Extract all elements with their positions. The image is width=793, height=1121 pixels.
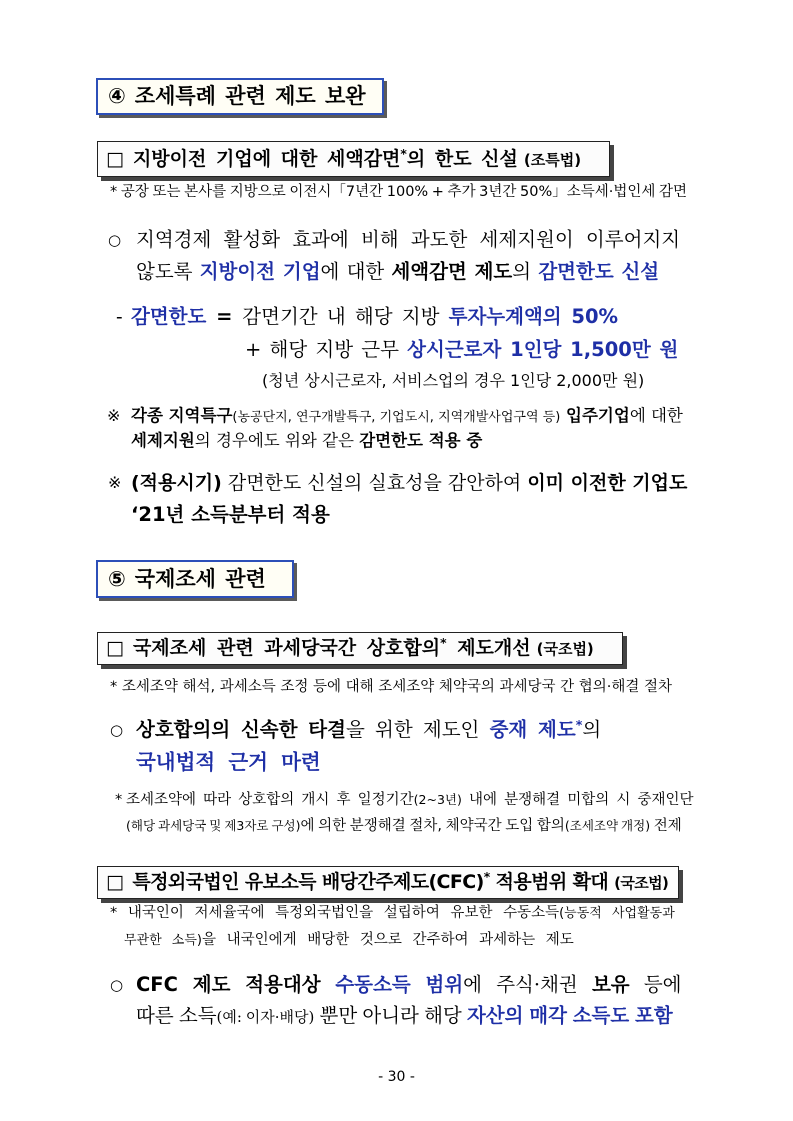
- text-segment: 의: [512, 260, 539, 283]
- text-segment: 따른 소득: [136, 1004, 217, 1027]
- text-segment: 등에: [629, 973, 682, 996]
- law-tag: (조특법): [523, 151, 582, 169]
- footnote-line: [126, 791, 694, 809]
- footnote-line: [110, 904, 675, 923]
- equals-sign: =: [206, 305, 243, 328]
- subheading-relocation-tax-cap: [97, 141, 610, 177]
- emphasis-text: 세액감면 제도: [391, 260, 513, 283]
- text-segment: 의: [582, 718, 602, 741]
- note-text-line: ‘21년 소득분부터 적용: [131, 503, 330, 526]
- footnote-star: *: [400, 147, 407, 162]
- bullet-text-line: 지역경제 활성화 효과에 비해 과도한 세제지원이 이루어지지: [136, 228, 681, 251]
- text-segment: 내에 분쟁해결 미합의 시 중재인단: [461, 792, 694, 808]
- footnote-mutual-agreement: * 조세조약 해석, 과세소득 조정 등에 대해 조세조약 체약국의 과세당국 간 협의·해결 절차: [110, 679, 673, 695]
- circle-bullet-icon: ○: [108, 231, 122, 249]
- emphasis-text: 수동소득 범위: [335, 973, 464, 996]
- note-text-line: [131, 471, 687, 495]
- footnote-star: *: [440, 636, 447, 651]
- emphasis-text: 상호합의의 신속한 타결: [136, 718, 346, 741]
- bullet-text-line: [136, 260, 659, 284]
- footnote-star: *: [115, 792, 123, 808]
- text-segment: 을 내국인에게 배당한 것으로 간주하여 과세하는 제도: [202, 932, 574, 948]
- reference-mark: ※: [108, 473, 122, 492]
- emphasis-text: 각종 지역특구: [131, 406, 233, 425]
- limit-formula-note: (청년 상시근로자, 서비스업의 경우 1인당 2,000만 원): [262, 371, 645, 390]
- bullet-text-line: [136, 1004, 673, 1029]
- note-text-line: [131, 430, 482, 451]
- text-segment: 않도록: [136, 260, 200, 283]
- emphasis-text: CFC 제도 적용대상: [136, 973, 336, 996]
- emphasis-text: 이미 이전한 기업도: [527, 472, 688, 494]
- emphasis-text: 감면한도: [131, 305, 207, 328]
- limit-formula-line: [245, 338, 678, 362]
- text-segment: 에 대한: [320, 260, 392, 283]
- text-segment: * 내국인이 저세율국에 특정외국법인을 설립하여 유보한 수동소득: [110, 905, 560, 921]
- page-number: - 30 -: [378, 1069, 415, 1085]
- bullet-text-line: [136, 718, 601, 744]
- limit-formula-line: [131, 305, 618, 329]
- text-segment: 을 위한 제도인: [345, 718, 490, 741]
- parenthetical-text: (능동적 사업활동과: [559, 906, 675, 921]
- section-number: ⑤: [108, 567, 126, 591]
- text-segment: 감면기간 내 해당 지방: [242, 305, 449, 328]
- square-bullet-icon: □: [106, 871, 124, 893]
- square-bullet-icon: □: [106, 637, 124, 659]
- section-title: 국제조세 관련: [134, 567, 266, 591]
- subheading-title-cont: 적용범위 확대: [489, 871, 609, 893]
- emphasis-text: (적용시기): [131, 472, 222, 494]
- footnote-star: *: [575, 717, 583, 733]
- text-segment: 조세조약에 따라 상호합의 개시 후 일정기간: [126, 792, 414, 808]
- subheading-cfc-scope: [97, 866, 679, 899]
- subheading-title: 국제조세 관련 과세당국간 상호합의: [132, 637, 441, 659]
- law-tag: (국조법): [536, 640, 594, 658]
- emphasis-text: 자산의 매각 소득도 포함: [466, 1004, 673, 1027]
- text-segment: + 해당 지방 근무: [245, 338, 408, 361]
- footnote-line: [126, 817, 682, 835]
- emphasis-text: 상시근로자 1인당 1,500만 원: [407, 338, 679, 361]
- reference-mark: ※: [107, 406, 121, 425]
- footnote-relocation-reduction: * 공장 또는 본사를 지방으로 이전시「7년간 100% + 추가 3년간 50%」소득세·법인세 감면: [110, 184, 688, 200]
- subheading-mutual-agreement: [97, 632, 623, 665]
- note-text-line: [131, 405, 683, 428]
- text-segment: 전제: [650, 818, 682, 834]
- bullet-text-line: 국내법적 근거 마련: [136, 750, 321, 774]
- parenthetical-text: (조세조약 개정): [564, 818, 651, 833]
- emphasis-text: 감면한도 적용 중: [359, 431, 483, 450]
- dash-marker: -: [116, 305, 123, 328]
- law-tag: (국조법): [614, 874, 669, 892]
- parenthetical-text: 무관한 소득): [124, 933, 202, 948]
- circle-bullet-icon: ○: [110, 976, 124, 994]
- emphasis-text: 입주기업: [560, 406, 630, 425]
- parenthetical-text: (농공단지, 연구개발특구, 기업도시, 지역개발사업구역 등): [232, 410, 561, 425]
- text-segment: 의 경우에도 위와 같은: [194, 431, 360, 450]
- section-header-international-tax: [96, 560, 294, 598]
- section-title: 조세특례 관련 제도 보완: [134, 84, 366, 108]
- emphasis-text: 감면한도 신설: [538, 260, 660, 283]
- text-segment: 에 의한 분쟁해결 절차, 체약국간 도입 합의: [300, 818, 565, 834]
- section-header-tax-incentives: [96, 78, 384, 115]
- text-segment: 에 대한: [629, 406, 683, 425]
- emphasis-text: 지방이전 기업: [199, 260, 321, 283]
- footnote-line: [124, 931, 574, 950]
- emphasis-text: 중재 제도: [489, 718, 576, 741]
- circle-bullet-icon: ○: [110, 721, 124, 739]
- subheading-title-cont: 의 한도 신설: [406, 148, 518, 170]
- emphasis-text: 보유: [591, 973, 630, 996]
- text-segment: 에 주식·채권: [463, 973, 592, 996]
- subheading-title-cont: 제도개선: [446, 637, 531, 659]
- parenthetical-text: (2~3년): [413, 792, 462, 807]
- text-segment: 뿐만 아니라 해당: [314, 1004, 467, 1027]
- parenthetical-text: (예: 이자·배당): [216, 1008, 315, 1026]
- text-segment: 감면한도 신설의 실효성을 감안하여: [221, 472, 528, 494]
- footnote-star: *: [483, 870, 490, 885]
- emphasis-text: 세제지원: [131, 431, 195, 450]
- bullet-text-line: [136, 973, 682, 997]
- parenthetical-text: (해당 과세당국 및 제3자로 구성): [126, 818, 301, 833]
- subheading-title: 지방이전 기업에 대한 세액감면: [132, 148, 401, 170]
- subheading-title: 특정외국법인 유보소득 배당간주제도(CFC): [132, 871, 484, 893]
- emphasis-text: 투자누계액의 50%: [448, 305, 619, 328]
- section-number: ④: [108, 84, 126, 108]
- square-bullet-icon: □: [106, 148, 124, 170]
